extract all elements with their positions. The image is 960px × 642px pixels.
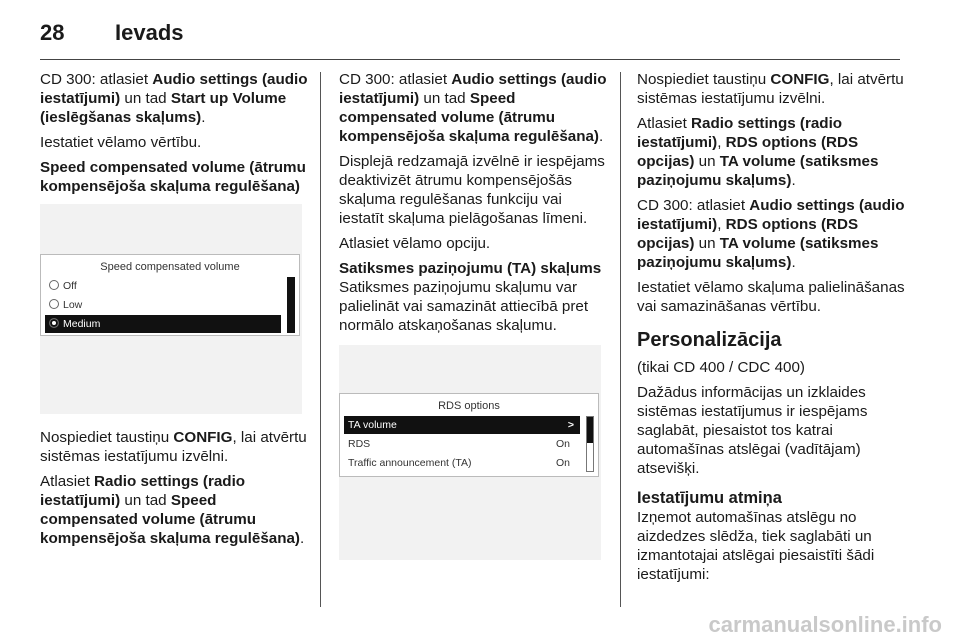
text: un tad [419, 90, 470, 107]
row-ta-volume [344, 416, 580, 434]
paragraph: Atlasiet vēlamo opciju. [339, 235, 491, 252]
page-number: 28 [40, 20, 65, 45]
text: CD 300: atlasiet [339, 71, 452, 88]
column-2 [339, 70, 607, 568]
subheading: Satiksmes paziņojumu (TA) skaļums [339, 260, 602, 277]
option-off [45, 277, 281, 295]
row-label: RDS [348, 438, 371, 450]
row-rds [344, 435, 580, 453]
menu-path: TA volume (satiksmes paziņojumu skaļums) [637, 235, 879, 271]
text: CD 300: atlasiet [637, 197, 750, 214]
column-3 [637, 70, 905, 590]
paragraph: (tikai CD 400 / CDC 400) [637, 359, 805, 376]
section-title: Personalizācija [637, 329, 782, 351]
menu-path: RDS options (RDS opcijas) [637, 134, 859, 170]
display-screen [339, 393, 599, 477]
paragraph [339, 70, 607, 146]
radio-selected-icon [49, 318, 59, 328]
row-label: Traffic announcement (TA) [348, 457, 472, 469]
page-header [0, 0, 960, 62]
text: . [201, 109, 206, 126]
screen-image-rds-options [339, 345, 601, 560]
radio-icon [49, 299, 59, 309]
text: . [791, 254, 796, 271]
paragraph [637, 114, 905, 190]
menu-path: Speed compensated volume (ātrumu kompensējoša skaļuma regulēšana) [339, 90, 599, 145]
row-traffic-announcement [344, 454, 580, 472]
radio-icon [49, 280, 59, 290]
paragraph [637, 70, 905, 108]
menu-path: Speed compensated volume (ātrumu kompensējoša skaļuma regulēšana) [40, 492, 300, 547]
text: , lai atvērtu sistēmas iestatījumu izvēlni. [637, 71, 904, 107]
text: un tad [120, 492, 171, 509]
menu-path: Radio settings (radio iestatījumi) [637, 115, 843, 151]
column-1 [40, 70, 308, 554]
paragraph: Displejā redzamajā izvēlnē ir iespējams deaktivizēt ātrumu kompensējošās skaļuma regulēšanas funkciju vai iestatīt skaļuma pielāgošanas līmeni. [339, 153, 605, 227]
text: un [694, 153, 720, 170]
paragraph [40, 428, 308, 466]
paragraph: Dažādus informācijas un izklaides sistēmas iestatījumus ir iespējams saglabāt, piesaistot tos katrai automašīnas atslēgai (vadītājam) atsevišķi. [637, 384, 868, 477]
chevron-right-icon: > [567, 419, 574, 431]
page-title: Ievads [115, 20, 184, 45]
scrollbar [287, 277, 295, 333]
menu-path: RDS options (RDS opcijas) [637, 216, 859, 252]
text: Atlasiet [40, 473, 95, 490]
paragraph: Iestatiet vēlamo skaļuma palielināšanas vai samazināšanas vērtību. [637, 279, 905, 315]
option-label: Off [63, 280, 77, 292]
menu-path: Start up Volume (ieslēgšanas skaļums) [40, 90, 287, 126]
paragraph: Izņemot automašīnas atslēgu no aizdedzes slēdža, tiek saglabāti un izmantotajai atslēgai piesaistīti šādi iestatījumi: [637, 509, 875, 583]
option-low [45, 296, 281, 314]
text: Nospiediet taustiņu [40, 429, 174, 446]
button-name: CONFIG [173, 429, 233, 446]
menu-path: Radio settings (radio iestatījumi) [40, 473, 246, 509]
screen-title: RDS options [438, 400, 500, 412]
text: Nospiediet taustiņu [637, 71, 771, 88]
option-label: Medium [63, 318, 101, 330]
paragraph [637, 196, 905, 272]
text: un tad [120, 90, 171, 107]
scroll-thumb [587, 417, 593, 443]
text: , [717, 134, 726, 151]
scrollbar [586, 416, 594, 472]
row-value: On [555, 457, 570, 469]
text: , [717, 216, 726, 233]
column-divider-2 [620, 72, 621, 607]
text: un [694, 235, 720, 252]
button-name: CONFIG [770, 71, 830, 88]
text: . [791, 172, 796, 189]
subheading: Speed compensated volume (ātrumu kompensējoša skaļuma regulēšana) [40, 159, 306, 195]
column-divider-1 [320, 72, 321, 607]
text: CD 300: atlasiet [40, 71, 153, 88]
text: Atlasiet [637, 115, 692, 132]
option-medium [45, 315, 281, 333]
display-screen [40, 254, 300, 336]
paragraph [40, 472, 308, 548]
paragraph [40, 70, 308, 127]
screen-image-speed-volume [40, 204, 302, 414]
text: . [599, 128, 604, 145]
row-label: TA volume [348, 419, 397, 431]
paragraph: Satiksmes paziņojumu skaļumu var palielināt vai samazināt attiecībā pret normālo atskaņošanas skaļumu. [339, 279, 589, 334]
menu-path: Audio settings (audio iestatījumi) [339, 71, 607, 107]
paragraph: Iestatiet vēlamo vērtību. [40, 134, 202, 151]
text: . [300, 530, 305, 547]
menu-path: TA volume (satiksmes paziņojumu skaļums) [637, 153, 879, 189]
row-value: On [555, 438, 570, 450]
header-rule [40, 59, 900, 60]
menu-path: Audio settings (audio iestatījumi) [637, 197, 905, 233]
screen-title: Speed compensated volume [100, 261, 240, 273]
menu-path: Audio settings (audio iestatījumi) [40, 71, 308, 107]
watermark: carmanualsonline.info [708, 612, 942, 637]
text: , lai atvērtu sistēmas iestatījumu izvēlni. [40, 429, 307, 465]
option-label: Low [63, 299, 83, 311]
subsection-title: Iestatījumu atmiņa [637, 489, 782, 507]
